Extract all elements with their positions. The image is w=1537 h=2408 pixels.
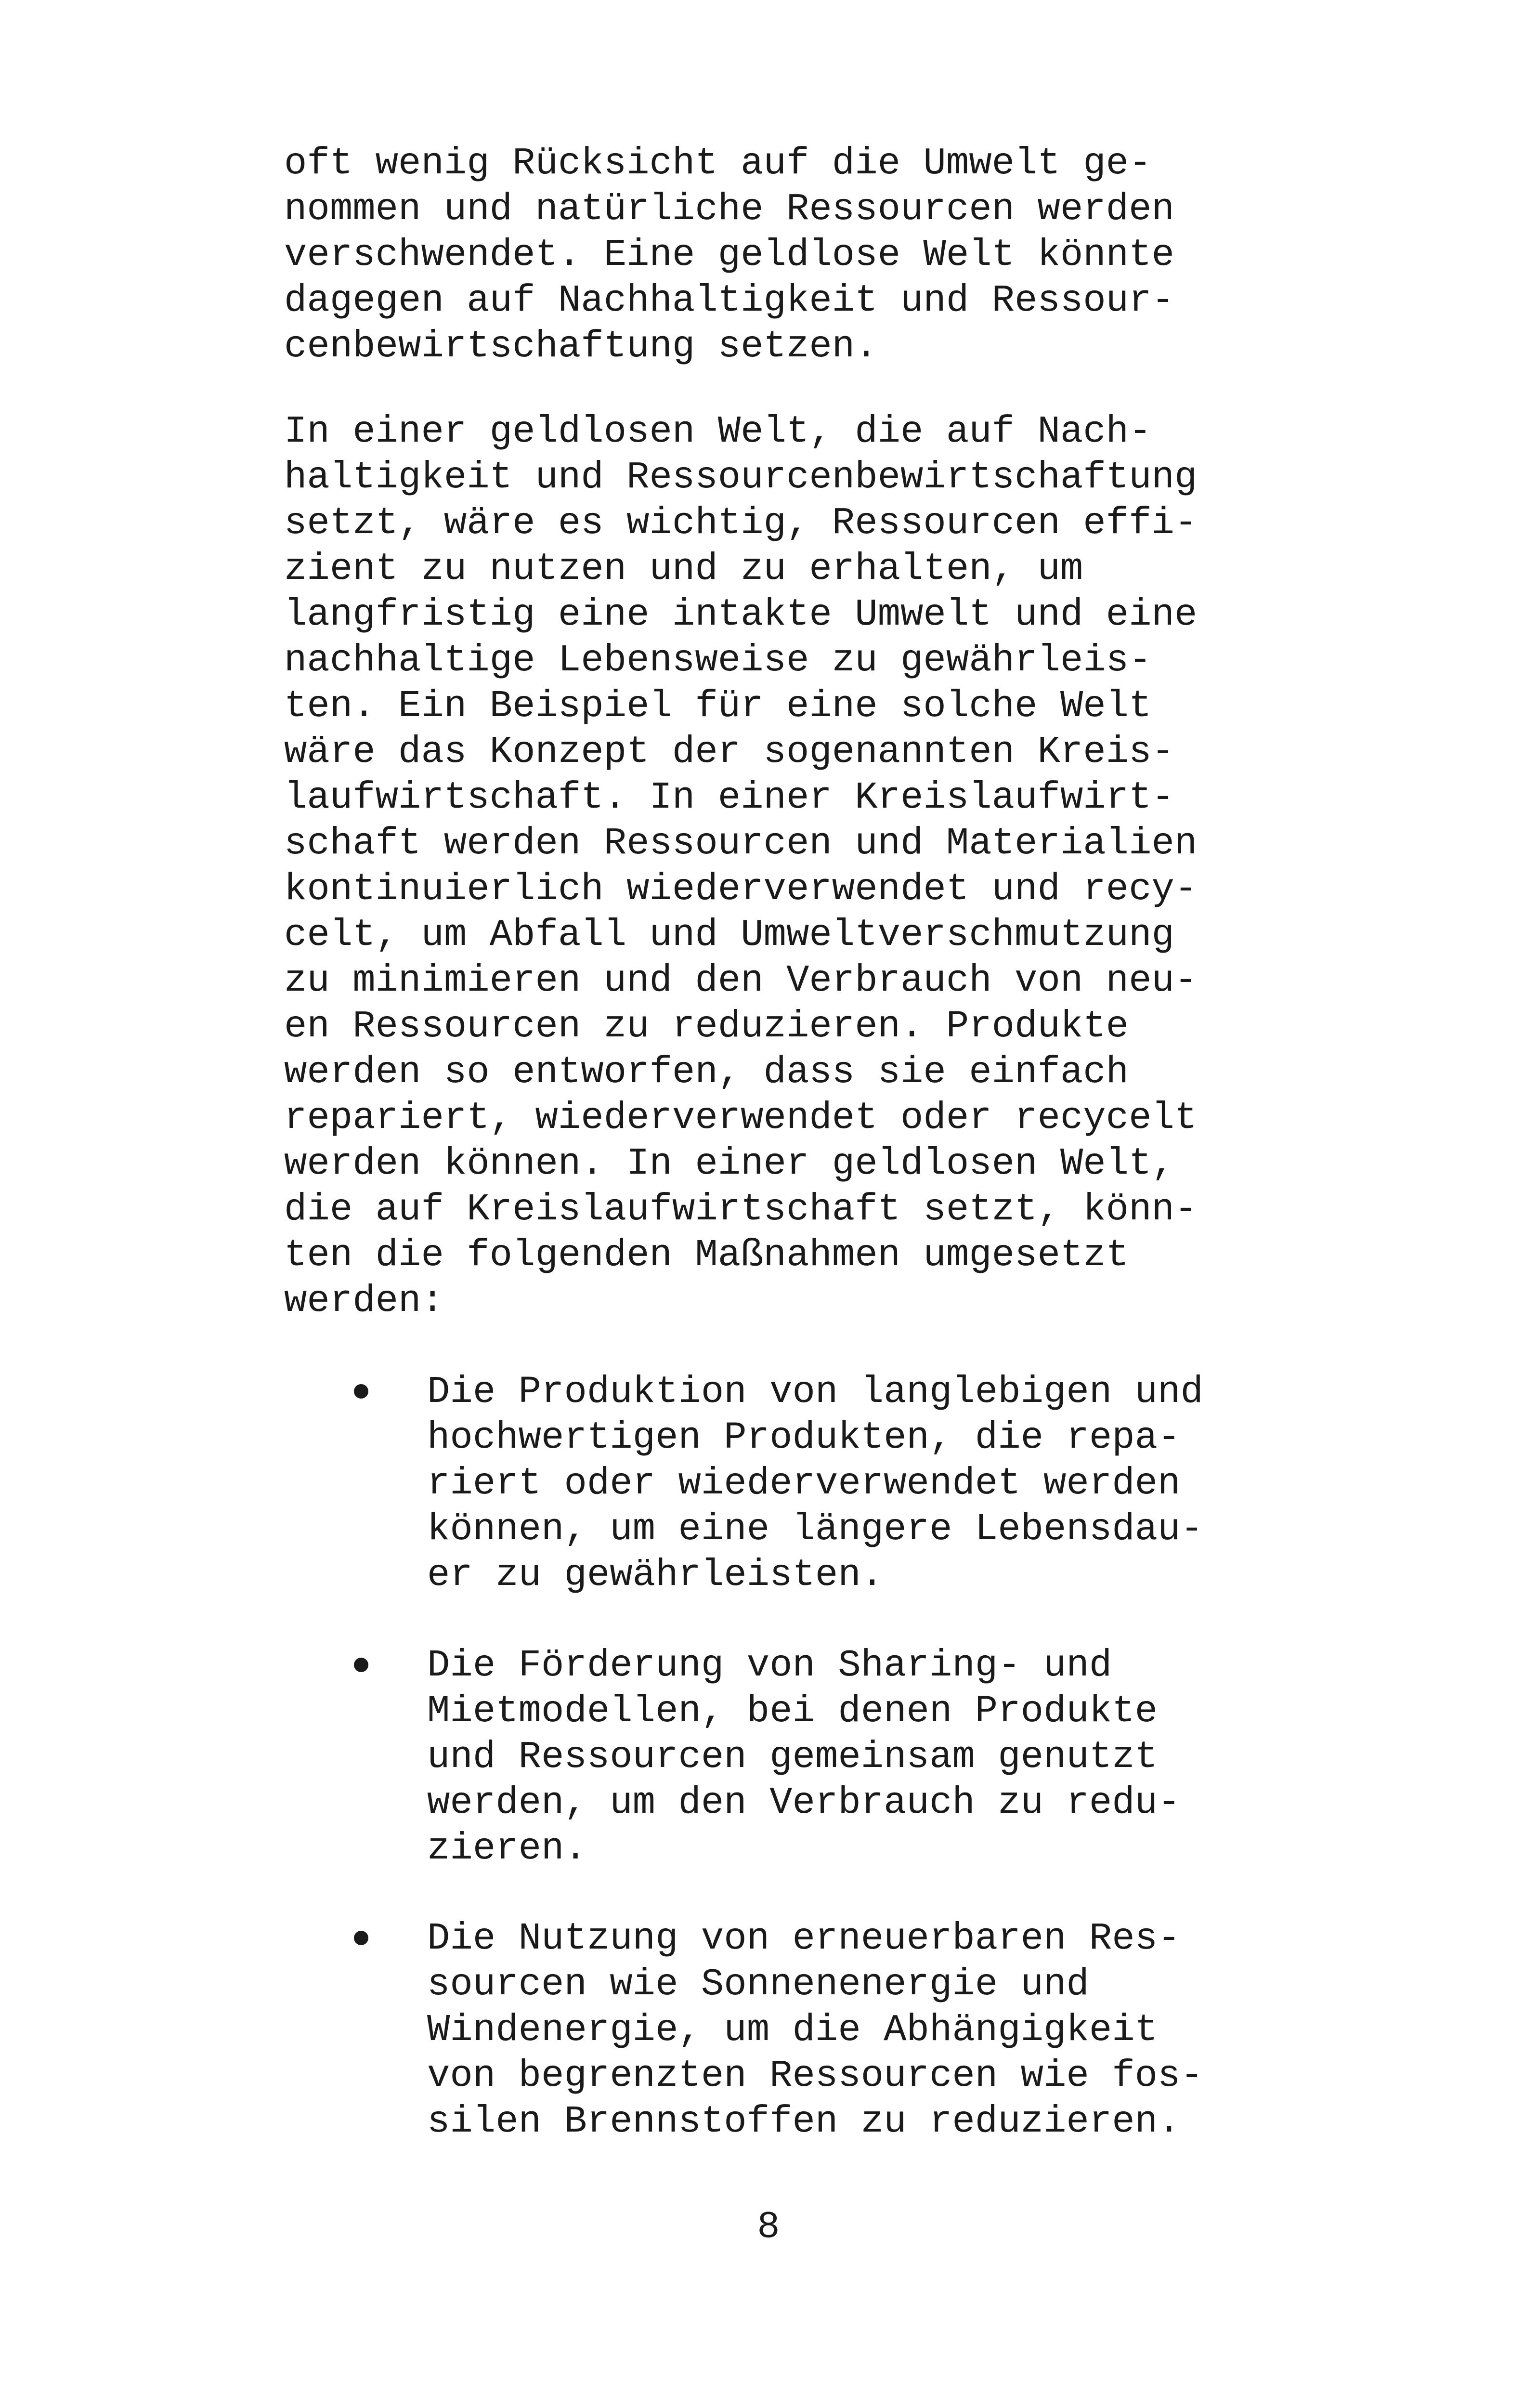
text-line: er zu gewährleisten.	[427, 1553, 884, 1597]
text-line: repariert, wiederverwendet oder recycelt	[284, 1096, 1198, 1139]
text-line: werden:	[284, 1279, 444, 1322]
text-line: von begrenzten Ressourcen wie fos-	[427, 2054, 1203, 2097]
text-line: Die Nutzung von erneuerbaren Res-	[427, 1917, 1181, 1960]
text-line: dagegen auf Nachhaltigkeit und Ressour-	[284, 279, 1174, 322]
text-line: können, um eine längere Lebensdau-	[427, 1507, 1203, 1551]
text-line: Die Produktion von langlebigen und	[427, 1370, 1203, 1413]
text-line: celt, um Abfall und Umweltverschmutzung	[284, 913, 1174, 956]
text-line: In einer geldlosen Welt, die auf Nach-	[284, 410, 1152, 453]
text-line: haltigkeit und Ressourcenbewirtschaftung	[284, 456, 1198, 499]
bullet-dot-icon	[354, 1658, 368, 1672]
text-line: Die Förderung von Sharing- und	[427, 1644, 1112, 1687]
text-line: werden, um den Verbrauch zu redu-	[427, 1781, 1181, 1824]
text-line: und Ressourcen gemeinsam genutzt	[427, 1735, 1158, 1779]
text-line: wäre das Konzept der sogenannten Kreis-	[284, 730, 1174, 773]
text-line: setzt, wäre es wichtig, Ressourcen effi-	[284, 501, 1198, 545]
text-line: kontinuierlich wiederverwendet und recy-	[284, 867, 1198, 911]
text-line: zient zu nutzen und zu erhalten, um	[284, 547, 1083, 590]
text-line: ten. Ein Beispiel für eine solche Welt	[284, 684, 1152, 728]
text-line: cenbewirtschaftung setzen.	[284, 325, 878, 368]
text-line: Windenergie, um die Abhängigkeit	[427, 2008, 1158, 2052]
text-line: werden so entworfen, dass sie einfach	[284, 1050, 1129, 1094]
text-line: ten die folgenden Maßnahmen umgesetzt	[284, 1233, 1129, 1277]
text-line: en Ressourcen zu reduzieren. Produkte	[284, 1005, 1129, 1048]
text-line: hochwertigen Produkten, die repa-	[427, 1416, 1181, 1459]
text-line: riert oder wiederverwendet werden	[427, 1462, 1181, 1505]
text-line: sourcen wie Sonnenenergie und	[427, 1963, 1089, 2006]
text-line: verschwendet. Eine geldlose Welt könnte	[284, 233, 1174, 276]
text-line: nachhaltige Lebensweise zu gewährleis-	[284, 639, 1152, 682]
text-line: werden können. In einer geldlosen Welt,	[284, 1142, 1174, 1185]
text-line: schaft werden Ressourcen und Materialien	[284, 822, 1198, 865]
page-number: 8	[757, 2205, 780, 2249]
text-line: langfristig eine intakte Umwelt und eine	[284, 593, 1198, 636]
text-line: laufwirtschaft. In einer Kreislaufwirt-	[284, 776, 1174, 819]
text-line: zieren.	[427, 1827, 587, 1870]
text-line: silen Brennstoffen zu reduzieren.	[427, 2100, 1181, 2143]
bullet-dot-icon	[354, 1931, 368, 1945]
text-line: Mietmodellen, bei denen Produkte	[427, 1689, 1158, 1733]
bullet-dot-icon	[354, 1384, 368, 1399]
text-line: nommen und natürliche Ressourcen werden	[284, 187, 1174, 231]
text-line: oft wenig Rücksicht auf die Umwelt ge-	[284, 142, 1152, 185]
text-line: zu minimieren und den Verbrauch von neu-	[284, 959, 1198, 1002]
text-line: die auf Kreislaufwirtschaft setzt, könn-	[284, 1188, 1198, 1231]
